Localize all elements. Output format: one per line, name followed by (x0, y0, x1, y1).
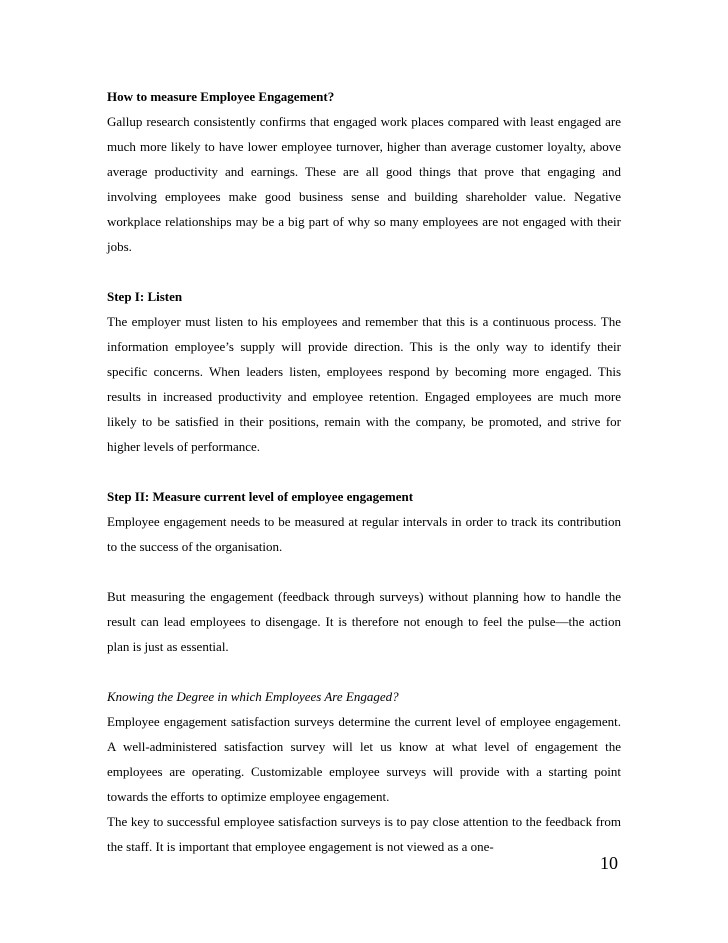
paragraph-listen: The employer must listen to his employees and remember that this is a continuous process. The information employee’s supply will provide direction. This is the only way to identify their specific concerns. When leaders listen, employees respond by becoming more engaged. This results in increased productivity and employee retention. Engaged employees are much more likely to be satisfied in their positions, remain with the company, be promoted, and strive for higher levels of performance. (107, 314, 621, 454)
section-heading-measure-level: Step II: Measure current level of employee engagement (107, 489, 414, 504)
spacer (107, 659, 621, 684)
spacer (107, 459, 621, 484)
paragraph-surveys: Employee engagement satisfaction surveys determine the current level of employee engagement. A well-administered satisfaction survey will let us know at what level of engagement the employees are operating. Customizable employee surveys will provide with a starting point towards the efforts to optimize employee engagement. (107, 714, 621, 804)
section-heading-listen: Step I: Listen (107, 289, 183, 304)
section-heading-measure: How to measure Employee Engagement? (107, 89, 335, 104)
section-heading-degree: Knowing the Degree in which Employees Are Engaged? (107, 689, 399, 704)
paragraph-measure: Gallup research consistently confirms that engaged work places compared with least engaged are much more likely to have lower employee turnover, higher than average customer loyalty, above average productivity and earnings. These are all good things that prove that engaging and involving employees make good business sense and building shareholder value. Negative workplace relationships may be a big part of why so many employees are not engaged with their jobs. (107, 114, 621, 254)
paragraph-measure-level: Employee engagement needs to be measured at regular intervals in order to track its contribution to the success of the organisation. (107, 514, 621, 554)
paragraph-feedback: But measuring the engagement (feedback through surveys) without planning how to handle the result can lead employees to disengage. It is therefore not enough to feel the pulse—the action plan is just as essential. (107, 589, 621, 654)
spacer (107, 259, 621, 284)
paragraph-key: The key to successful employee satisfaction surveys is to pay close attention to the feedback from the staff. It is important that employee engagement is not viewed as a one- (107, 814, 621, 854)
document-page (107, 84, 621, 859)
spacer (107, 559, 621, 584)
page-number: 10 (600, 853, 618, 873)
